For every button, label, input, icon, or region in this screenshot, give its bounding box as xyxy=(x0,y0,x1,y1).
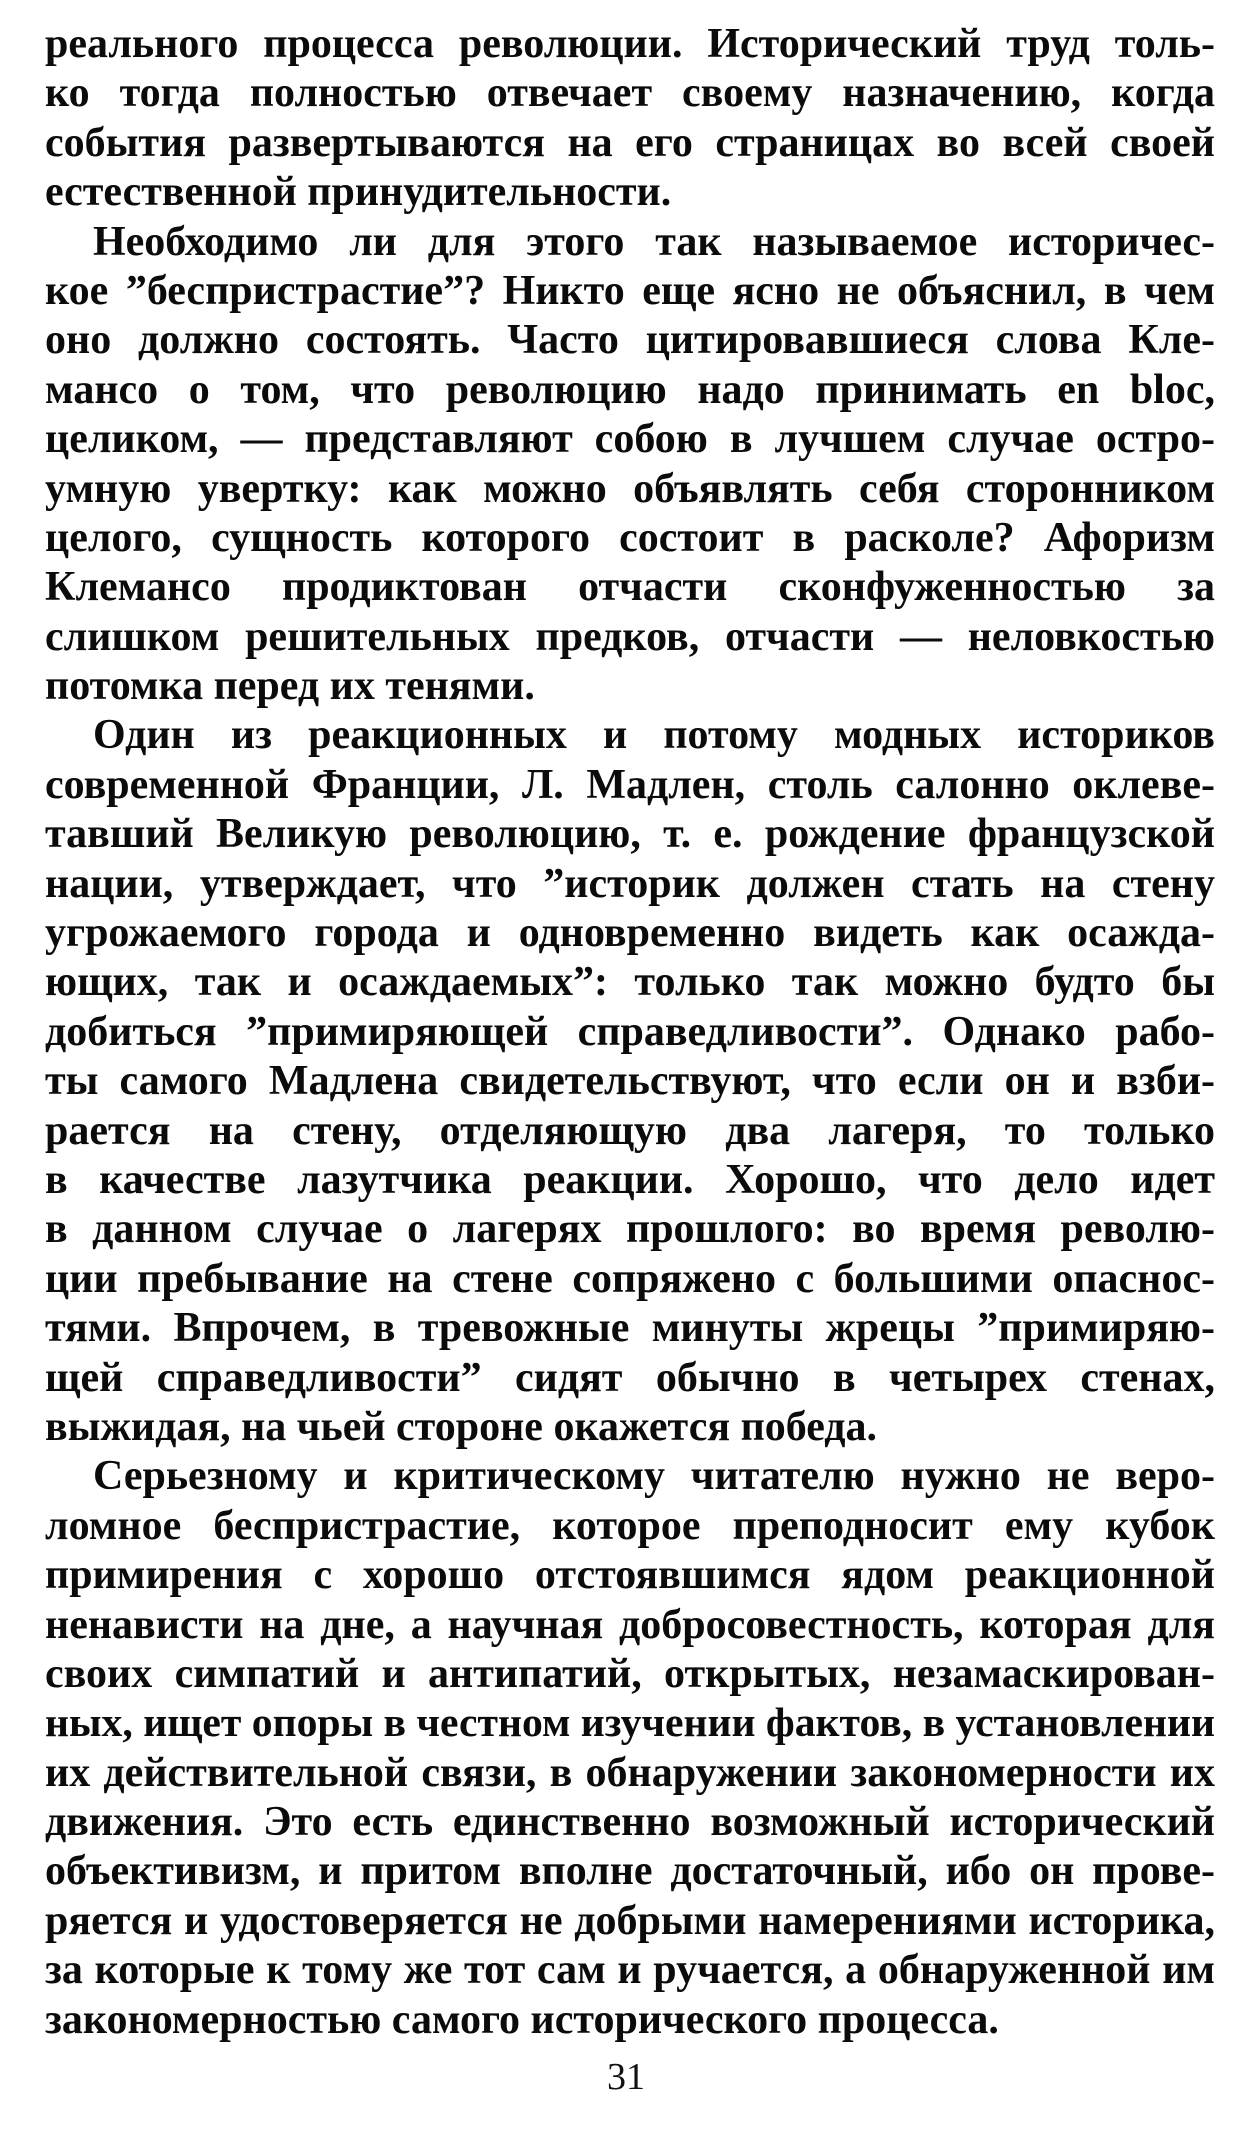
text-line: тями. Впрочем, в тревожные минуты жрецы ”примиряю- xyxy=(45,1305,1215,1352)
paragraph-3 xyxy=(45,711,1215,1452)
text-line: своих симпатий и антипатий, открытых, незамаскирован- xyxy=(45,1650,1215,1697)
paragraph-1 xyxy=(45,20,1215,218)
text-line: ных, ищет опоры в честном изучении фактов, в установлении xyxy=(45,1700,1215,1747)
text-line: оно должно состоять. Часто цитировавшиеся слова Кле- xyxy=(45,317,1215,364)
text-line: в качестве лазутчика реакции. Хорошо, что дело идет xyxy=(45,1156,1215,1203)
text-line: угрожаемого города и одновременно видеть как осажда- xyxy=(45,910,1215,957)
text-line: современной Франции, Л. Мадлен, столь салонно оклеве- xyxy=(45,761,1215,808)
text-line: добиться ”примиряющей справедливости”. Однако рабо- xyxy=(45,1008,1215,1055)
text-line: в данном случае о лагерях прошлого: во время револю- xyxy=(45,1206,1215,1253)
text-line: ряется и удостоверяется не добрыми намерениями историка, xyxy=(45,1897,1215,1944)
text-line: их действительной связи, в обнаружении закономерности их xyxy=(45,1749,1215,1796)
text-line: движения. Это есть единственно возможный исторический xyxy=(45,1799,1215,1846)
paragraph-4 xyxy=(45,1452,1215,2045)
text-line: за которые к тому же тот сам и ручается, а обнаруженной им xyxy=(45,1947,1215,1994)
text-line: ющих, так и осаждаемых”: только так можно будто бы xyxy=(45,959,1215,1006)
text-line: закономерностью самого исторического процесса. xyxy=(45,1996,999,2043)
text-line: примирения с хорошо отстоявшимся ядом реакционной xyxy=(45,1552,1215,1599)
text-line: рается на стену, отделяющую два лагеря, то только xyxy=(45,1107,1215,1154)
text-line: естественной принудительности. xyxy=(45,169,672,216)
text-line: события развертываются на его страницах во всей своей xyxy=(45,119,1215,166)
text-line: объективизм, и притом вполне достаточный, ибо он прове- xyxy=(45,1848,1215,1895)
book-page-body xyxy=(45,20,1215,2045)
text-line: тавший Великую революцию, т. е. рождение французской xyxy=(45,811,1215,858)
text-line: ко тогда полностью отвечает своему назначению, когда xyxy=(45,70,1215,117)
text-line: Серьезному и критическому читателю нужно не веро- xyxy=(93,1453,1215,1500)
text-line: потомка перед их тенями. xyxy=(45,663,535,710)
text-line: мансо о том, что революцию надо принимать en bloc, xyxy=(45,366,1215,413)
text-line: нации, утверждает, что ”историк должен стать на стену xyxy=(45,860,1215,907)
text-line: кое ”беспристрастие”? Никто еще ясно не объяснил, в чем xyxy=(45,267,1215,314)
text-line: слишком решительных предков, отчасти — неловкостью xyxy=(45,613,1215,660)
text-line: Клемансо продиктован отчасти сконфуженностью за xyxy=(45,564,1215,611)
text-line: ции пребывание на стене сопряжено с большими опаснос- xyxy=(45,1255,1215,1302)
text-line: ты самого Мадлена свидетельствуют, что если он и взби- xyxy=(45,1058,1215,1105)
text-line: ломное беспристрастие, которое преподносит ему кубок xyxy=(45,1502,1215,1549)
page-number: 31 xyxy=(607,2056,645,2098)
text-line: целиком, — представляют собою в лучшем случае остро- xyxy=(45,416,1215,463)
text-line: умную увертку: как можно объявлять себя сторонником xyxy=(45,465,1215,512)
text-line: реального процесса революции. Исторический труд толь- xyxy=(45,21,1215,67)
text-line: Необходимо ли для этого так называемое историчес- xyxy=(93,218,1215,265)
text-line: целого, сущность которого состоит в расколе? Афоризм xyxy=(45,514,1215,561)
text-line: ненависти на дне, а научная добросовестность, которая для xyxy=(45,1601,1215,1648)
text-line: Один из реакционных и потому модных историков xyxy=(93,712,1215,759)
text-line: щей справедливости” сидят обычно в четырех стенах, xyxy=(45,1354,1215,1401)
paragraph-2 xyxy=(45,218,1215,712)
text-line: выжидая, на чьей стороне окажется победа. xyxy=(45,1403,878,1450)
